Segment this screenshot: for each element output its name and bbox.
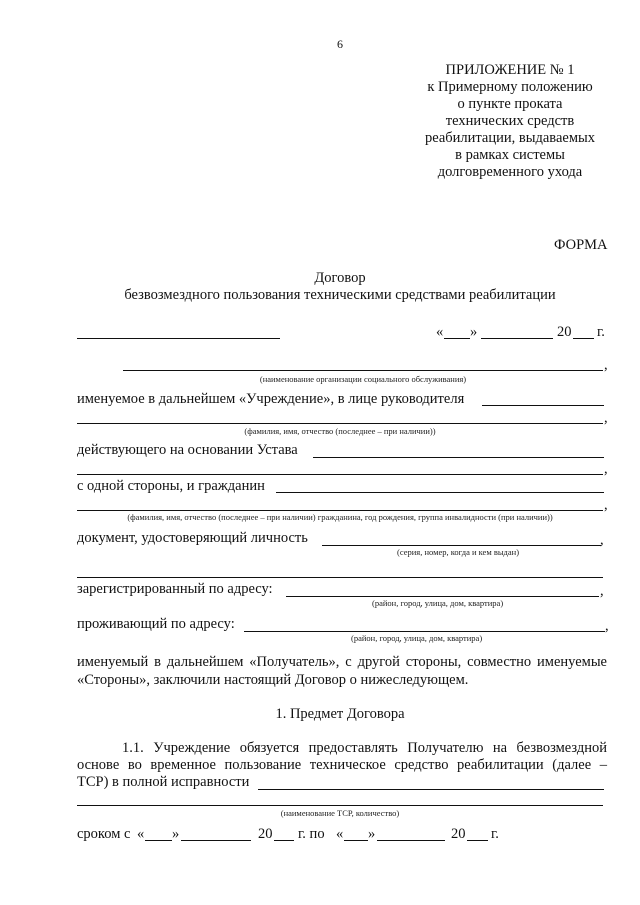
appendix-line: ПРИЛОЖЕНИЕ № 1 (445, 62, 575, 78)
paragraph-1-1-line-1: 1.1. Учреждение обязуется предоставлять Получателю на безвозмездной (122, 740, 607, 756)
living-caption: (район, город, улица, дом, квартира) (351, 633, 483, 643)
living-text: проживающий по адресу: (77, 616, 235, 632)
term-from-year-field[interactable] (274, 840, 294, 841)
registered-caption: (район, город, улица, дом, квартира) (372, 598, 504, 608)
paragraph-1-1-line-3: ТСР) в полной исправности (77, 774, 250, 790)
basis-continuation-field[interactable] (77, 474, 603, 475)
date-year-field[interactable] (573, 338, 594, 339)
recipient-line-1: именуемый в дальнейшем «Получатель», с другой стороны, совместно именуемые (77, 654, 607, 670)
paragraph-1-1-line-2: основе во временное пользование техническое средство реабилитации (далее – (77, 757, 607, 773)
head-name-caption: (фамилия, имя, отчество (последнее – при наличии)) (244, 426, 436, 436)
date-open-quote: « (436, 324, 444, 340)
term-to-day-field[interactable] (344, 840, 368, 841)
basis-text: действующего на основании Устава (77, 442, 298, 458)
term-from-year-prefix: 20 (258, 826, 273, 842)
term-from-open-quote: « (137, 826, 145, 842)
recipient-line-2: «Стороны», заключили настоящий Договор о нижеследующем. (77, 672, 469, 688)
tsr-caption: (наименование ТСР, количество) (280, 808, 400, 818)
registered-address-field[interactable] (286, 596, 599, 597)
date-suffix: г. (597, 324, 605, 340)
comma: , (604, 497, 608, 513)
document-title (70, 270, 610, 304)
appendix-line: долговременного ухода (437, 164, 583, 180)
organization-caption: (наименование организации социального обслуживания) (259, 374, 467, 384)
term-from-day-field[interactable] (145, 840, 172, 841)
citizen-caption: (фамилия, имя, отчество (последнее – при наличии) гражданина, год рождения, группа инвалидности (при наличии)) (127, 512, 553, 522)
term-to-month-field[interactable] (377, 840, 445, 841)
place-field[interactable] (77, 338, 280, 339)
term-to-year-prefix: 20 (451, 826, 466, 842)
term-prefix: сроком с (77, 826, 131, 842)
document-text: документ, удостоверяющий личность (77, 530, 308, 546)
date-day-field[interactable] (444, 338, 470, 339)
term-to-close-quote: » (368, 826, 376, 842)
term-to-open-quote: « (336, 826, 344, 842)
document-continuation-field[interactable] (77, 577, 603, 578)
comma: , (605, 618, 609, 634)
registered-text: зарегистрированный по адресу: (77, 581, 273, 597)
comma: , (600, 583, 604, 599)
citizen-details-field[interactable] (77, 510, 603, 511)
term-from-g: г. по (298, 826, 325, 842)
citizen-field[interactable] (276, 492, 604, 493)
term-from-close-quote: » (172, 826, 180, 842)
title-line-1: Договор (314, 270, 366, 286)
page-number: 6 (337, 37, 343, 51)
party-text: с одной стороны, и гражданин (77, 478, 265, 494)
basis-field[interactable] (313, 457, 604, 458)
appendix-line: к Примерному положению (427, 79, 593, 95)
term-to-year-field[interactable] (467, 840, 488, 841)
term-to-g: г. (491, 826, 499, 842)
title-line-2: безвозмездного пользования техническими средствами реабилитации (124, 287, 556, 303)
appendix-block (400, 62, 620, 181)
comma: , (604, 410, 608, 426)
form-label: ФОРМА (554, 237, 608, 253)
tsr-field[interactable] (258, 789, 604, 790)
tsr-details-field[interactable] (77, 805, 603, 806)
comma: , (604, 357, 608, 373)
comma: , (604, 461, 608, 477)
appendix-line: о пункте проката (457, 96, 563, 112)
date-close-quote: » (470, 324, 478, 340)
date-month-field[interactable] (481, 338, 553, 339)
appendix-line: технических средств (445, 113, 575, 129)
comma: , (600, 532, 604, 548)
date-year-prefix: 20 (557, 324, 572, 340)
living-address-field[interactable] (244, 631, 605, 632)
document-caption: (серия, номер, когда и кем выдан) (397, 547, 520, 557)
term-from-month-field[interactable] (181, 840, 251, 841)
organization-field[interactable] (123, 370, 603, 371)
institution-text: именуемое в дальнейшем «Учреждение», в лице руководителя (77, 391, 465, 407)
document-field[interactable] (322, 545, 601, 546)
head-position-field[interactable] (482, 405, 604, 406)
appendix-line: реабилитации, выдаваемых (424, 130, 595, 146)
section-heading: 1. Предмет Договора (275, 706, 405, 722)
appendix-line: в рамках системы (455, 147, 565, 163)
head-name-field[interactable] (77, 423, 603, 424)
